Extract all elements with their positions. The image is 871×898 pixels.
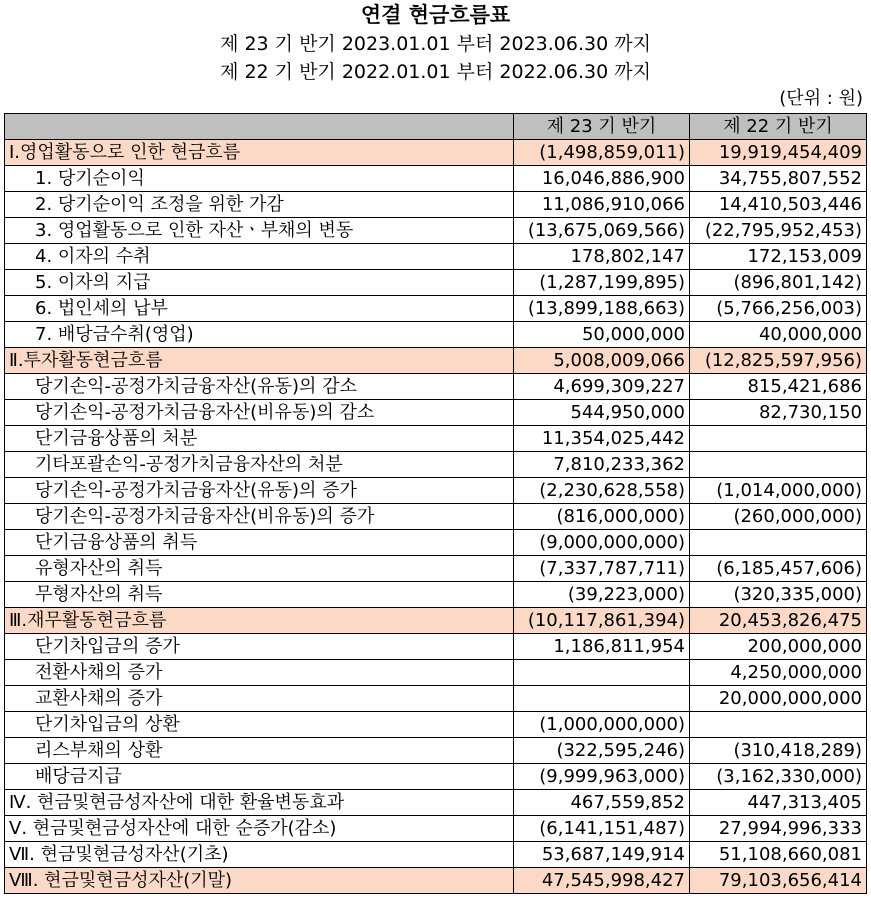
current-period-value: (816,000,000) xyxy=(514,504,690,530)
table-row xyxy=(5,582,867,608)
table-row xyxy=(5,218,867,244)
table-row xyxy=(5,140,867,166)
prior-period-value: (3,162,330,000) xyxy=(690,764,867,790)
prior-period-value: (5,766,256,003) xyxy=(690,296,867,322)
table-row xyxy=(5,244,867,270)
row-label: Ⅲ.재무활동현금흐름 xyxy=(5,608,514,634)
table-header-row xyxy=(5,114,867,140)
table-row xyxy=(5,660,867,686)
prior-period-value: 200,000,000 xyxy=(690,634,867,660)
table-row xyxy=(5,270,867,296)
row-label: 단기금융상품의 취득 xyxy=(5,530,514,556)
row-label: 교환사채의 증가 xyxy=(5,686,514,712)
table-row xyxy=(5,504,867,530)
current-period-value: 16,046,886,900 xyxy=(514,166,690,192)
row-label: 당기손익-공정가치금융자산(유동)의 증가 xyxy=(5,478,514,504)
prior-period-value: (260,000,000) xyxy=(690,504,867,530)
prior-period-value: 51,108,660,081 xyxy=(690,842,867,868)
row-label: 배당금지급 xyxy=(5,764,514,790)
current-period-value xyxy=(514,686,690,712)
row-label: 3. 영업활동으로 인한 자산ㆍ부채의 변동 xyxy=(5,218,514,244)
row-label: 당기손익-공정가치금융자산(비유동)의 감소 xyxy=(5,400,514,426)
table-row xyxy=(5,816,867,842)
row-label: 유형자산의 취득 xyxy=(5,556,514,582)
row-label: 4. 이자의 수취 xyxy=(5,244,514,270)
table-row xyxy=(5,764,867,790)
table-row xyxy=(5,322,867,348)
table-row xyxy=(5,348,867,374)
current-period-value: (9,999,963,000) xyxy=(514,764,690,790)
cash-flow-table xyxy=(4,113,867,894)
row-label: 2. 당기순이익 조정을 위한 가감 xyxy=(5,192,514,218)
current-period-value: (9,000,000,000) xyxy=(514,530,690,556)
row-label: 무형자산의 취득 xyxy=(5,582,514,608)
row-label: Ⅰ.영업활동으로 인한 현금흐름 xyxy=(5,140,514,166)
table-row xyxy=(5,296,867,322)
prior-period-value: 4,250,000,000 xyxy=(690,660,867,686)
current-period-value: (1,498,859,011) xyxy=(514,140,690,166)
table-row xyxy=(5,686,867,712)
table-row xyxy=(5,530,867,556)
unit-label: (단위 : 원) xyxy=(779,88,863,109)
row-label: 5. 이자의 지급 xyxy=(5,270,514,296)
prior-period-value: (896,801,142) xyxy=(690,270,867,296)
row-label: 1. 당기순이익 xyxy=(5,166,514,192)
current-period-value: (13,675,069,566) xyxy=(514,218,690,244)
current-period-value: 7,810,233,362 xyxy=(514,452,690,478)
current-period-value: 5,008,009,066 xyxy=(514,348,690,374)
current-period-value: (322,595,246) xyxy=(514,738,690,764)
prior-period-value: 815,421,686 xyxy=(690,374,867,400)
row-label: Ⅷ. 현금및현금성자산(기말) xyxy=(5,868,514,894)
table-row xyxy=(5,400,867,426)
current-period-value: 53,687,149,914 xyxy=(514,842,690,868)
header-label-column xyxy=(5,114,514,140)
table-row xyxy=(5,452,867,478)
current-period-value: 4,699,309,227 xyxy=(514,374,690,400)
prior-period-value: 172,153,009 xyxy=(690,244,867,270)
current-period-value: 50,000,000 xyxy=(514,322,690,348)
table-row xyxy=(5,426,867,452)
prior-period-value xyxy=(690,530,867,556)
table-row xyxy=(5,634,867,660)
prior-period-value: (22,795,952,453) xyxy=(690,218,867,244)
current-period-value: 544,950,000 xyxy=(514,400,690,426)
row-label: 당기손익-공정가치금융자산(비유동)의 증가 xyxy=(5,504,514,530)
row-label: 단기차입금의 증가 xyxy=(5,634,514,660)
current-period-value: 178,802,147 xyxy=(514,244,690,270)
table-body xyxy=(5,140,867,894)
row-label: 단기차입금의 상환 xyxy=(5,712,514,738)
period-current: 제 23 기 반기 2023.01.01 부터 2023.06.30 까지 xyxy=(220,33,651,55)
row-label: 6. 법인세의 납부 xyxy=(5,296,514,322)
row-label: Ⅳ. 현금및현금성자산에 대한 환율변동효과 xyxy=(5,790,514,816)
prior-period-value: (12,825,597,956) xyxy=(690,348,867,374)
prior-period-value: 40,000,000 xyxy=(690,322,867,348)
prior-period-value: 19,919,454,409 xyxy=(690,140,867,166)
current-period-value: 1,186,811,954 xyxy=(514,634,690,660)
table-row xyxy=(5,790,867,816)
table-row xyxy=(5,842,867,868)
row-label: 리스부채의 상환 xyxy=(5,738,514,764)
header-prior-period: 제 22 기 반기 xyxy=(690,114,867,140)
prior-period-value xyxy=(690,452,867,478)
row-label: Ⅴ. 현금및현금성자산에 대한 순증가(감소) xyxy=(5,816,514,842)
current-period-value: (6,141,151,487) xyxy=(514,816,690,842)
current-period-value: (39,223,000) xyxy=(514,582,690,608)
prior-period-value: (1,014,000,000) xyxy=(690,478,867,504)
statement-title: 연결 현금흐름표 xyxy=(360,2,511,27)
prior-period-value: 20,000,000,000 xyxy=(690,686,867,712)
table-row xyxy=(5,556,867,582)
row-label: Ⅶ. 현금및현금성자산(기초) xyxy=(5,842,514,868)
current-period-value: 467,559,852 xyxy=(514,790,690,816)
table-row xyxy=(5,166,867,192)
current-period-value: (1,287,199,895) xyxy=(514,270,690,296)
current-period-value: (10,117,861,394) xyxy=(514,608,690,634)
row-label: 당기손익-공정가치금융자산(유동)의 감소 xyxy=(5,374,514,400)
table-row xyxy=(5,478,867,504)
row-label: 단기금융상품의 처분 xyxy=(5,426,514,452)
current-period-value: 47,545,998,427 xyxy=(514,868,690,894)
prior-period-value: 34,755,807,552 xyxy=(690,166,867,192)
table-row xyxy=(5,868,867,894)
current-period-value xyxy=(514,660,690,686)
prior-period-value: (6,185,457,606) xyxy=(690,556,867,582)
period-prior: 제 22 기 반기 2022.01.01 부터 2022.06.30 까지 xyxy=(220,61,651,83)
header-current-period: 제 23 기 반기 xyxy=(514,114,690,140)
prior-period-value xyxy=(690,426,867,452)
table-row xyxy=(5,192,867,218)
current-period-value: (7,337,787,711) xyxy=(514,556,690,582)
prior-period-value: 14,410,503,446 xyxy=(690,192,867,218)
prior-period-value: (320,335,000) xyxy=(690,582,867,608)
prior-period-value: 27,994,996,333 xyxy=(690,816,867,842)
prior-period-value xyxy=(690,712,867,738)
row-label: 기타포괄손익-공정가치금융자산의 처분 xyxy=(5,452,514,478)
prior-period-value: 79,103,656,414 xyxy=(690,868,867,894)
table-row xyxy=(5,738,867,764)
current-period-value: (2,230,628,558) xyxy=(514,478,690,504)
row-label: 전환사채의 증가 xyxy=(5,660,514,686)
prior-period-value: 82,730,150 xyxy=(690,400,867,426)
current-period-value: 11,086,910,066 xyxy=(514,192,690,218)
current-period-value: 11,354,025,442 xyxy=(514,426,690,452)
table-row xyxy=(5,712,867,738)
table-row xyxy=(5,374,867,400)
table-row xyxy=(5,608,867,634)
prior-period-value: (310,418,289) xyxy=(690,738,867,764)
row-label: 7. 배당금수취(영업) xyxy=(5,322,514,348)
row-label: Ⅱ.투자활동현금흐름 xyxy=(5,348,514,374)
current-period-value: (13,899,188,663) xyxy=(514,296,690,322)
prior-period-value: 20,453,826,475 xyxy=(690,608,867,634)
current-period-value: (1,000,000,000) xyxy=(514,712,690,738)
prior-period-value: 447,313,405 xyxy=(690,790,867,816)
